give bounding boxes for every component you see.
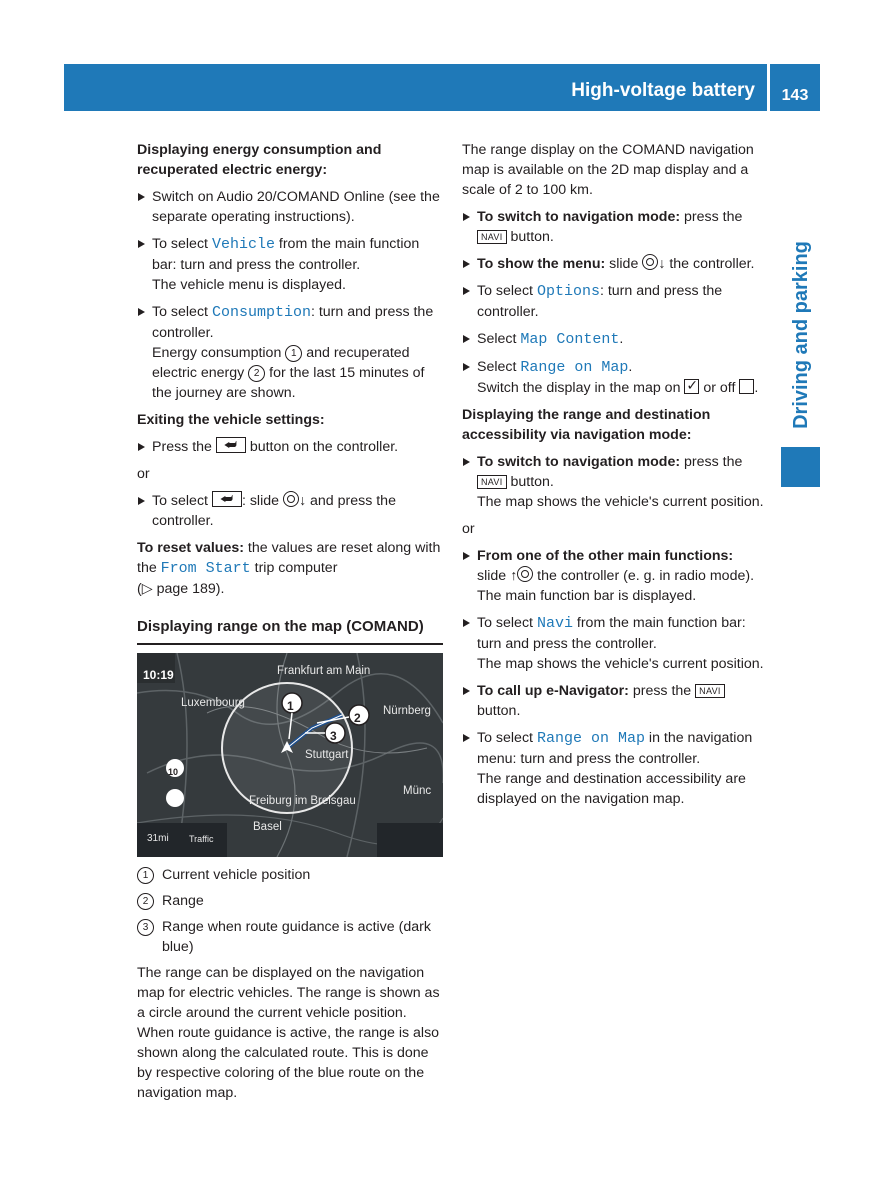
reset-paragraph: To reset values: the values are reset along with the From Start trip computer (▷ page 189). [137,540,441,597]
or-text: or [137,466,150,482]
legend-item: 3 Range when route guidance is active (dark blue) [137,917,443,957]
step-e-navigator: To call up e-Navigator: press the NAVI button. [462,681,768,721]
map-callout-2: 2 [354,711,361,725]
heading-exit: Exiting the vehicle settings: [137,412,325,428]
back-button-icon [216,437,246,453]
controller-icon [642,254,658,270]
navi-key-icon: NAVI [695,684,725,698]
map-poi-icon: 10 [168,767,179,777]
step-select-vehicle: To select Vehicle from the main function bar: turn and press the controller. The vehicle menu is displayed. [137,234,443,295]
step-map-content: Select Map Content. [462,329,768,350]
navi-key-icon: NAVI [477,230,507,244]
callout-number-icon: 2 [248,365,265,382]
map-label-city: Freiburg im Breisgau [249,795,356,807]
section-heading-map: Displaying range on the map (COMAND) [137,617,443,645]
chapter-tab-label: Driving and parking [790,241,812,429]
checkbox-empty-icon [739,379,754,394]
controller-icon [283,491,299,507]
navigation-map-image [137,653,443,857]
step-range-menu: To select Range on Map in the navigation menu: turn and press the controller. The range and destination accessibility are displayed on the navigation map. [462,728,768,809]
step-other-functions: From one of the other main functions: slide ↑ the controller (e. g. in radio mode). The main function bar is displayed. [462,546,768,606]
step-nav-mode-2: To switch to navigation mode: press the NAVI button. The map shows the vehicle's current position. [462,452,768,512]
chapter-marker [781,447,820,487]
callout-number-icon: 3 [137,919,154,936]
map-callout-1: 1 [287,699,294,713]
right-column [462,140,768,816]
chapter-tab [781,230,821,440]
controller-icon [517,566,533,582]
result-text: The vehicle menu is displayed. [152,277,346,293]
intro-paragraph: The range display on the COMAND navigation map is available on the 2D map display and a scale of 2 to 100 km. [462,142,754,198]
map-scale: 31mi [147,833,169,844]
header-bar [64,64,767,111]
legend-item: 2 Range [137,891,443,911]
map-label-city: Münc [403,785,432,797]
checkbox-checked-icon [684,379,699,394]
left-column [137,140,443,1110]
step-range-on-map: Select Range on Map. Switch the display in the map on ✓ or off . [462,357,768,398]
code-consumption: Consumption [211,304,311,321]
step-press-back: Press the ⮨ button on the controller. [137,437,443,457]
section-title: High-voltage battery [571,80,755,101]
step-select-back: To select ⮨: slide ↓ and press the controller. [137,491,443,531]
map-label-city: Luxembourg [181,697,245,709]
step-switch-on: Switch on Audio 20/COMAND Online (see the separate operating instructions). [137,187,443,227]
map-label-city: Nürnberg [383,705,431,717]
map-label-city: Basel [253,821,282,833]
callout-number-icon: 1 [285,345,302,362]
callout-number-icon: 2 [137,893,154,910]
navi-key-icon: NAVI [477,475,507,489]
result-text: The main function bar is displayed. [477,588,697,604]
result-text: The range and destination accessibility are displayed on the navigation map. [477,771,746,807]
result-text: Energy consumption 1 and recuperated electric energy 2 for the last 15 minutes of the journey are shown. [152,345,425,401]
code-navi: Navi [536,615,573,632]
or-text: or [462,521,475,537]
step-show-menu: To show the menu: slide ↓ the controller. [462,254,768,274]
map-callout-3: 3 [330,729,337,743]
page-number: 143 [781,87,809,104]
code-range-on-map: Range on Map [520,359,629,376]
step-nav-mode: To switch to navigation mode: press the NAVI button. [462,207,768,247]
map-clock: 10:19 [143,668,174,682]
code-range-on-map: Range on Map [536,730,645,747]
result-text: The map shows the vehicle's current position. [477,494,764,510]
map-traffic-label: Traffic [189,834,214,844]
back-button-icon [212,491,242,507]
code-map-content: Map Content [520,331,620,348]
callout-number-icon: 1 [137,867,154,884]
code-vehicle: Vehicle [211,236,275,253]
heading-range-nav: Displaying the range and destination accessibility via navigation mode: [462,407,711,443]
page-number-box [770,64,820,111]
code-from-start: From Start [160,560,251,577]
legend-item: 1 Current vehicle position [137,865,443,885]
map-label-city: Stuttgart [305,749,349,761]
step-select-consumption: To select Consumption: turn and press the controller. Energy consumption 1 and recuperated electric energy 2 for the last 15 minutes of the journey are shown. [137,302,443,403]
map-label-city: Frankfurt am Main [277,665,371,677]
code-options: Options [536,283,600,300]
step-select-navi: To select Navi from the main function bar: turn and press the controller. The map shows the vehicle's current position. [462,613,768,674]
heading-energy: Displaying energy consumption and recuperated electric energy: [137,142,382,178]
result-text: The map shows the vehicle's current position. [477,656,764,672]
range-paragraph: The range can be displayed on the navigation map for electric vehicles. The range is shown as a circle around the current vehicle position. When route guidance is active, the range is also shown along the calculated route. This is done by respective coloring of the blue route on the navigation map. [137,965,440,1101]
step-select-options: To select Options: turn and press the controller. [462,281,768,322]
